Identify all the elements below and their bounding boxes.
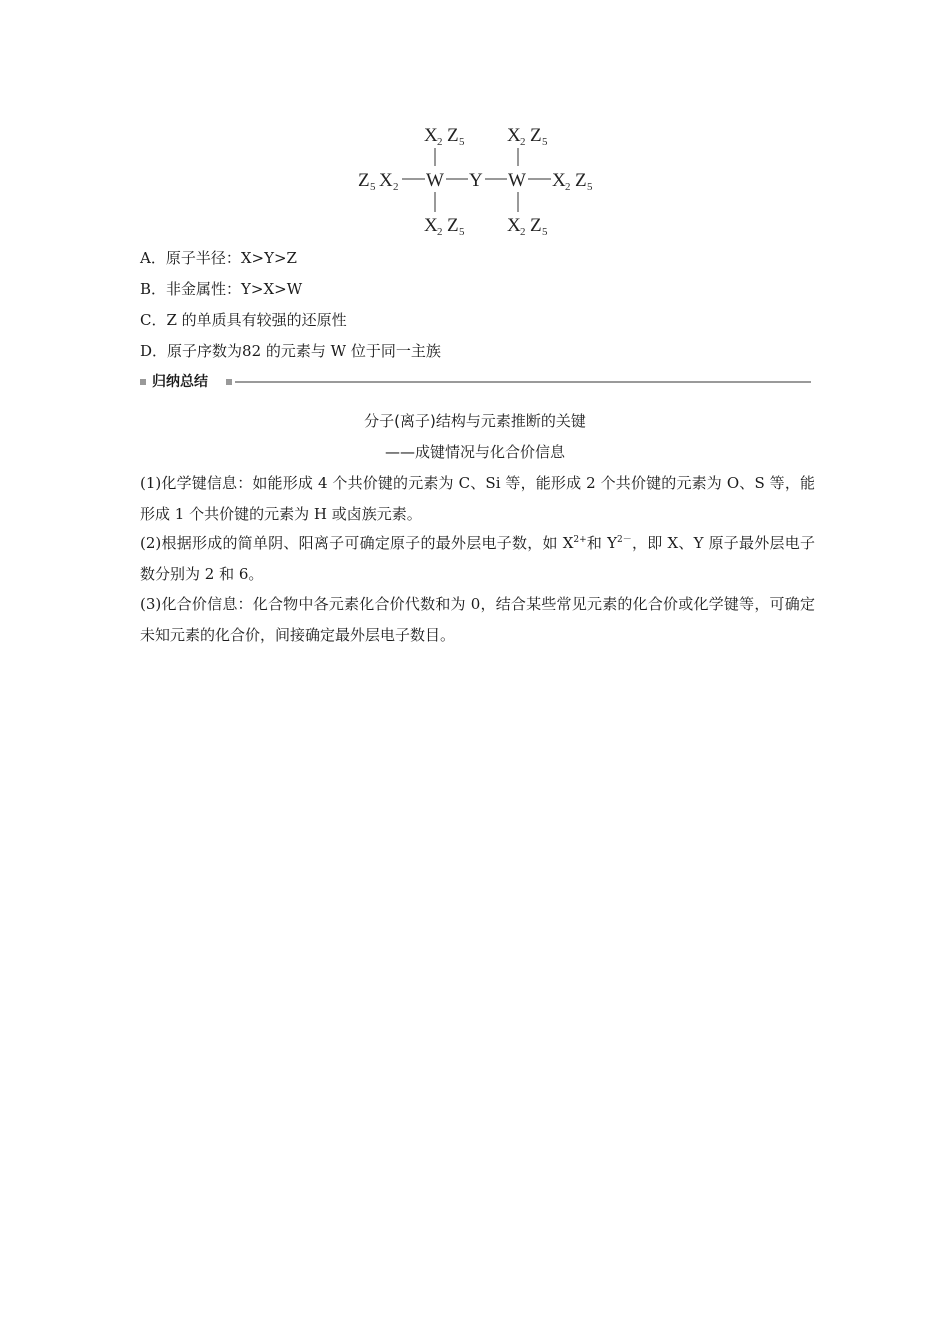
ligand-x-sub: 2 [437,136,443,148]
ligand-z-sub: 5 [370,181,376,193]
option-d [140,341,441,361]
ligand-z: Z [575,170,587,191]
ligand-z: Z [447,125,459,146]
atom-w-left: W [426,170,444,191]
ligand-x-sub: 2 [520,136,526,148]
ligand-z: Z [358,170,370,191]
ligand-x-sub: 2 [565,181,571,193]
option-c [140,310,347,330]
ligand-z: Z [447,215,459,236]
ligand-x: X [379,170,393,191]
summary-header [140,372,811,392]
option-letter: A． [140,249,166,267]
option-text: 原子序数为82 的元素与 W 位于同一主族 [167,342,441,360]
option-b [140,279,302,299]
divider [235,381,811,383]
ligand-x: X [424,125,438,146]
option-text: 非金属性：Y>X>W [166,280,303,298]
text-run: (2)根据形成的简单阴、阳离子可确定原子的最外层电子数，如 X [140,534,574,552]
ligand-z-sub: 5 [459,226,465,238]
ligand-bottom-right [507,215,548,238]
option-text: Z 的单质具有较强的还原性 [166,311,347,329]
square-bullet-icon [140,379,146,385]
ligand-x: X [507,215,521,236]
atom-w-right: W [508,170,526,191]
ligand-x-sub: 2 [520,226,526,238]
summary-subtitle: ——成键情况与化合价信息 [384,443,565,461]
option-letter: C． [140,311,167,329]
ligand-z: Z [530,125,542,146]
ligand-right [552,170,593,193]
paragraph-ion-info [140,528,815,590]
option-letter: B． [140,280,167,298]
ligand-x-sub: 2 [437,226,443,238]
ligand-top-left [424,125,465,148]
option-letter: D． [140,342,168,360]
summary-title: 分子(离子)结构与元素推断的关键 [364,412,586,430]
ligand-z: Z [530,215,542,236]
summary-label: 归纳总结 [152,374,208,390]
text-run: 和 Y [586,534,618,552]
charge-superscript: 2－ [617,535,632,545]
ligand-x: X [424,215,438,236]
ligand-z-sub: 5 [587,181,593,193]
ligand-z-sub: 5 [542,136,548,148]
ligand-bottom-left [424,215,465,238]
ligand-left [358,170,399,193]
ligand-x: X [507,125,521,146]
option-a [140,248,297,268]
ligand-top-right [507,125,548,148]
structural-formula-svg [340,116,610,242]
atom-y: Y [469,170,483,191]
paragraph-valence-info: (3)化合价信息：化合物中各元素化合价代数和为 0，结合某些常见元素的化合价或化学键等，可确定未知元素的化合价，间接确定最外层电子数目。 [140,595,815,644]
charge-superscript: 2+ [573,535,587,545]
ligand-x: X [552,170,566,191]
text-run: ，即 X、Y 原子最外层电子数分别为 2 和 6。 [140,534,815,583]
ligand-z-sub: 5 [459,136,465,148]
structural-formula-diagram [340,116,610,242]
ligand-z-sub: 5 [542,226,548,238]
paragraph-bond-info: (1)化学键信息：如能形成 4 个共价键的元素为 C、Si 等，能形成 2 个共价键的元素为 O、S 等，能形成 1 个共价键的元素为 H 或卤族元素。 [140,474,815,523]
option-text: 原子半径：X>Y>Z [165,249,297,267]
square-bullet-icon [226,379,232,385]
ligand-x-sub: 2 [393,181,399,193]
